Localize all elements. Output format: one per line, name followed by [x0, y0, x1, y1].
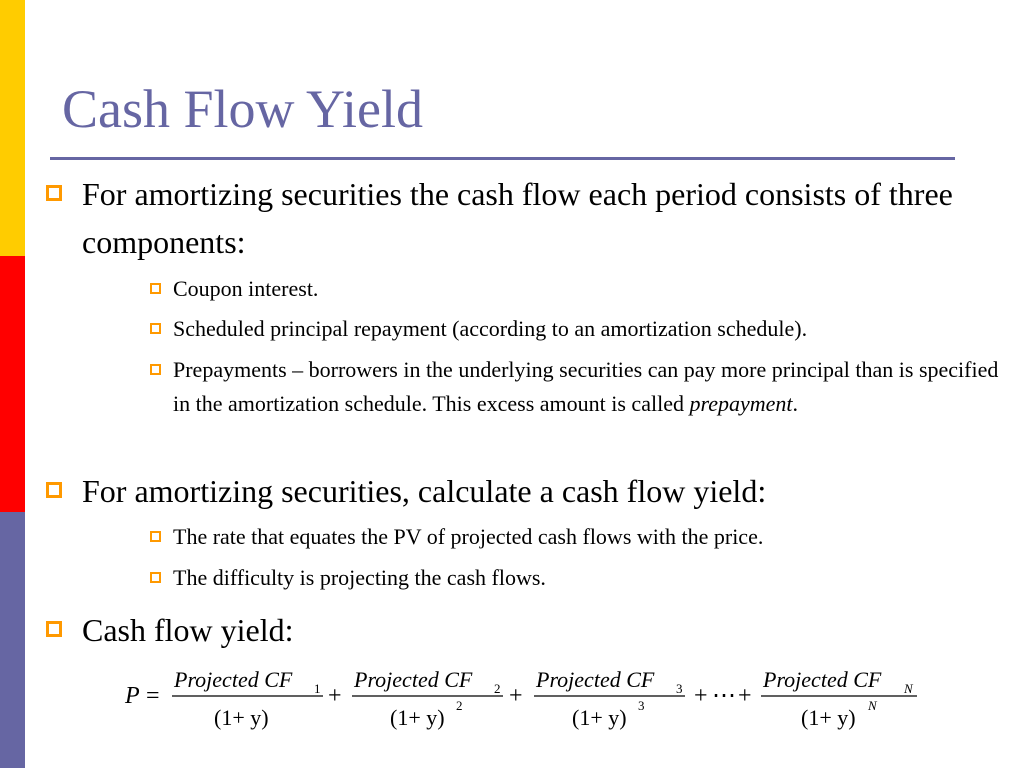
- sub-bullet-1-3-text: [173, 353, 1003, 421]
- sub-bullet-2-2-text: The difficulty is projecting the cash flows.: [173, 565, 546, 590]
- sub-bullet-1-2-text: Scheduled principal repayment (according to an amortization schedule).: [173, 316, 808, 341]
- sub-bullet-2-1-text: The rate that equates the PV of projected cash flows with the price.: [173, 524, 764, 549]
- sub-bullet-square-icon: [150, 364, 161, 375]
- formula-svg: [120, 660, 940, 740]
- cash-flow-yield-formula: [120, 660, 940, 740]
- slide-title: Cash Flow Yield: [62, 79, 424, 139]
- side-bar-yellow-segment: [0, 0, 25, 256]
- sub-bullet-square-icon: [150, 283, 161, 294]
- formula-equals: =: [146, 683, 160, 709]
- bullet-1-text: For amortizing securities the cash flow each period consists of three components:: [82, 176, 953, 260]
- term-2-exponent: 2: [456, 698, 463, 713]
- plus-3: +: [694, 683, 708, 709]
- term-2-numerator: Projected CF: [354, 667, 473, 692]
- term-3-denominator: (1+ y): [572, 705, 627, 730]
- bullet-square-icon: [46, 621, 62, 637]
- term-n-exponent: N: [868, 698, 877, 713]
- plus-2: +: [509, 683, 523, 709]
- term-2-subscript: 2: [494, 681, 501, 696]
- sub-bullet-square-icon: [150, 572, 161, 583]
- bullet-square-icon: [46, 482, 62, 498]
- term-1-subscript: 1: [314, 681, 321, 696]
- term-3-subscript: 3: [676, 681, 683, 696]
- sub-bullet-square-icon: [150, 323, 161, 334]
- term-n-denominator: (1+ y): [801, 705, 856, 730]
- prepayment-term: prepayment: [689, 391, 793, 416]
- sub-bullet-1-3-text-start: Prepayments – borrowers in the underlying securities can pay more principal than is specified in the amortization schedule. This excess amount is called: [173, 357, 999, 416]
- term-1-numerator: Projected CF: [174, 667, 293, 692]
- term-1-denominator: (1+ y): [214, 705, 269, 730]
- ellipsis: ⋯: [712, 683, 736, 709]
- plus-4: +: [738, 683, 752, 709]
- sub-bullet-square-icon: [150, 531, 161, 542]
- plus-1: +: [328, 683, 342, 709]
- term-n-subscript: N: [904, 681, 913, 696]
- term-n-numerator: Projected CF: [763, 667, 882, 692]
- title-divider: [50, 157, 955, 160]
- bullet-square-icon: [46, 185, 62, 201]
- sub-bullet-1-1-text: Coupon interest.: [173, 276, 319, 301]
- bullet-2-text: For amortizing securities, calculate a cash flow yield:: [82, 473, 767, 509]
- term-3-numerator: Projected CF: [536, 667, 655, 692]
- side-color-bar: [0, 0, 25, 768]
- bullet-3-text: Cash flow yield:: [82, 612, 294, 648]
- formula-lhs: P: [125, 683, 140, 709]
- side-bar-red-segment: [0, 256, 25, 512]
- sub-bullet-1-3-text-end: .: [792, 391, 798, 416]
- term-2-denominator: (1+ y): [390, 705, 445, 730]
- term-3-exponent: 3: [638, 698, 645, 713]
- side-bar-purple-segment: [0, 512, 25, 768]
